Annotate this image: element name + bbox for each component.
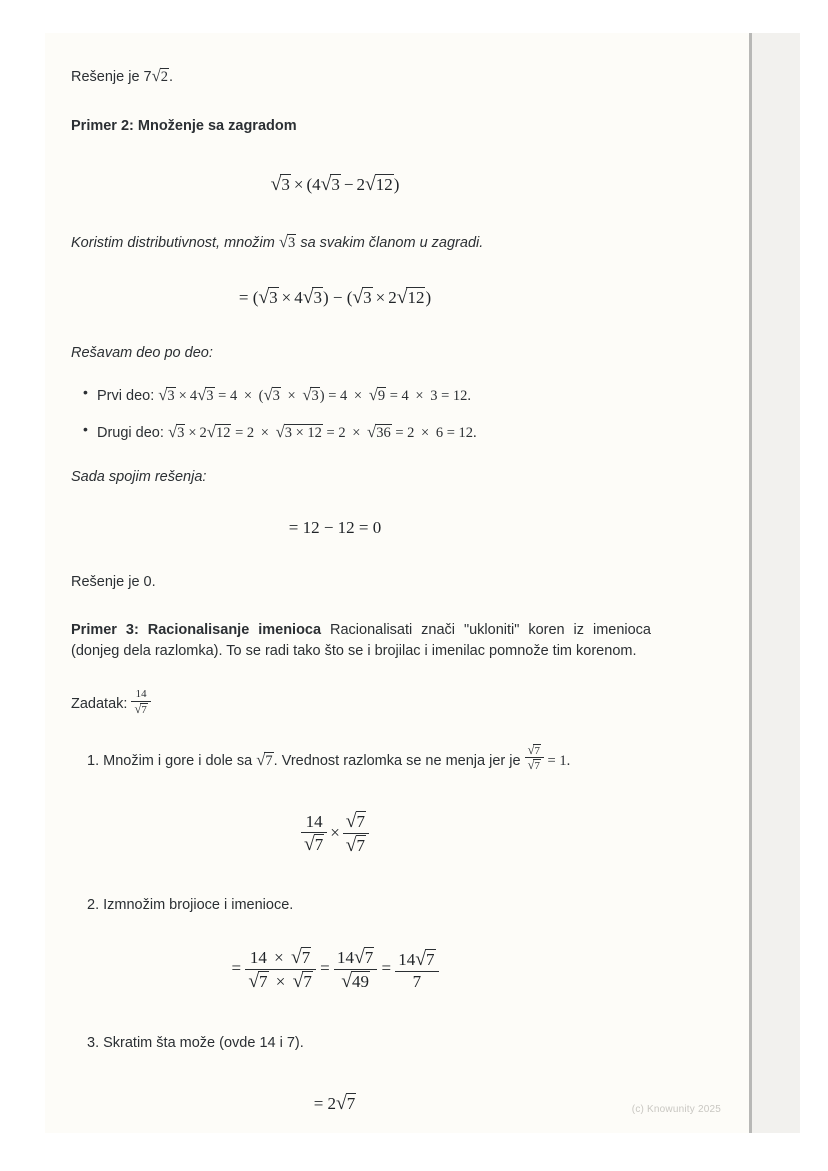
list-item	[97, 419, 651, 445]
sqrt-2-radicand: 2	[160, 69, 169, 85]
step-3	[71, 1033, 651, 1055]
equation-display-2: = (√3 × 4√3) − (√3 × 2√12)	[238, 287, 432, 309]
equation-display-1: √3 × (4√3 − 2√12)	[270, 174, 400, 196]
heading-primer-3: Primer 3: Racionalisanje imenioca	[71, 621, 322, 638]
sqrt-2: √2	[151, 66, 169, 85]
bullet-list-parts	[71, 382, 651, 445]
fraction-3: $\frac{14√7}{7}$	[395, 948, 438, 992]
document-page	[45, 33, 800, 1133]
fraction-sqrt7-over-sqrt7-inline: $\frac{√7}{√7}$	[525, 743, 544, 774]
note-distributivnost-before: Koristim distributivnost, množim	[71, 235, 279, 252]
scrollbar-thumb[interactable]	[749, 33, 752, 1133]
equation-display-3: = 12 − 12 = 0	[288, 517, 382, 537]
page-content-area	[45, 33, 749, 1133]
sqrt-12-b: √12	[396, 287, 425, 309]
sqrt-3-e: √3	[352, 287, 372, 309]
step-3-number: 3.	[87, 1035, 100, 1052]
bullet-1-label: Prvi deo:	[97, 388, 155, 405]
note-distributivnost	[71, 230, 651, 254]
note-resavam: Rešavam deo po deo:	[71, 345, 213, 362]
sqrt-3-a: √3	[270, 174, 290, 196]
step-1-text-after: = 1.	[543, 752, 571, 769]
watermark-copyright: (c) Knowunity 2025	[631, 1104, 721, 1115]
sqrt-3-b: √3	[320, 174, 340, 196]
solution-1-suffix: .	[169, 69, 174, 85]
equation-5-eq2: =	[381, 958, 392, 978]
sqrt-12-a: √12	[364, 174, 393, 196]
sqrt-3-c: √3	[258, 287, 278, 309]
paragraph-solution-2: Rešenje je 0.	[71, 573, 156, 590]
zadatak-label: Zadatak:	[71, 695, 128, 712]
fraction-right: $\frac{√7}{√7}$	[343, 810, 369, 857]
paragraph-primer-3	[71, 620, 651, 662]
step-1-text-before: Množim i gore i dole sa	[99, 752, 257, 769]
fraction-1: $\frac{14 \times √7}{√7 \times √7}$	[245, 946, 316, 993]
multiply-operator: ×	[330, 822, 340, 842]
fraction-left: $\frac{14}{√7}$	[301, 812, 327, 856]
bullet-2-label: Drugi deo:	[97, 425, 164, 442]
step-2	[71, 895, 651, 917]
equation-display-4	[71, 810, 651, 857]
step-1-text-middle: . Vrednost razlomka se ne menja jer je	[273, 752, 525, 769]
step-2-text: Izmnožim brojioce i imenioce.	[99, 897, 294, 914]
note-sada-spojim: Sada spojim rešenja:	[71, 468, 207, 485]
paragraph-zadatak	[71, 688, 651, 717]
vertical-scrollbar[interactable]	[749, 33, 800, 1133]
heading-primer-2: Primer 2: Množenje sa zagradom	[71, 118, 297, 135]
step-1-number: 1.	[87, 752, 100, 769]
list-item	[97, 382, 651, 408]
fraction-2: $\frac{14√7}{√49}$	[334, 946, 377, 993]
document-body	[71, 33, 651, 1115]
sqrt-7-step1: √7	[256, 749, 273, 769]
step-1	[71, 743, 651, 774]
sqrt-3-d: √3	[302, 287, 322, 309]
note-distributivnost-after: sa svakim članom u zagradi.	[296, 235, 484, 252]
equation-5-lead: =	[231, 958, 242, 978]
sqrt-7-final: √7	[336, 1093, 356, 1114]
paragraph-primer-3-body: Racionalisati znači "ukloniti" koren iz imenioca (donjeg dela razlomka). To se radi tako što se i brojilac i imenilac pomnože tim korenom.	[71, 621, 651, 659]
sqrt-3-inline: √3	[278, 232, 296, 252]
equation-display-6: = 2√7	[313, 1093, 356, 1114]
bullet-1-math: √3 × 4√3 = 4 × (√3 × √3) = 4 × √9 = 4 × 3 = 12.	[158, 385, 472, 405]
step-3-text: Skratim šta može (ovde 14 i 7).	[99, 1035, 304, 1052]
step-2-number: 2.	[87, 897, 100, 914]
equation-display-5	[71, 946, 651, 993]
bullet-2-math: √3 × 2√12 = 2 × √3 × 12 = 2 × √36 = 2 × 6 = 12.	[167, 422, 477, 442]
solution-1-prefix: Rešenje je 7	[71, 69, 152, 85]
paragraph-solution-1	[71, 64, 651, 88]
equation-5-eq1: =	[320, 958, 330, 978]
fraction-14-over-sqrt7: $\frac{14}{√7}$	[131, 688, 150, 717]
